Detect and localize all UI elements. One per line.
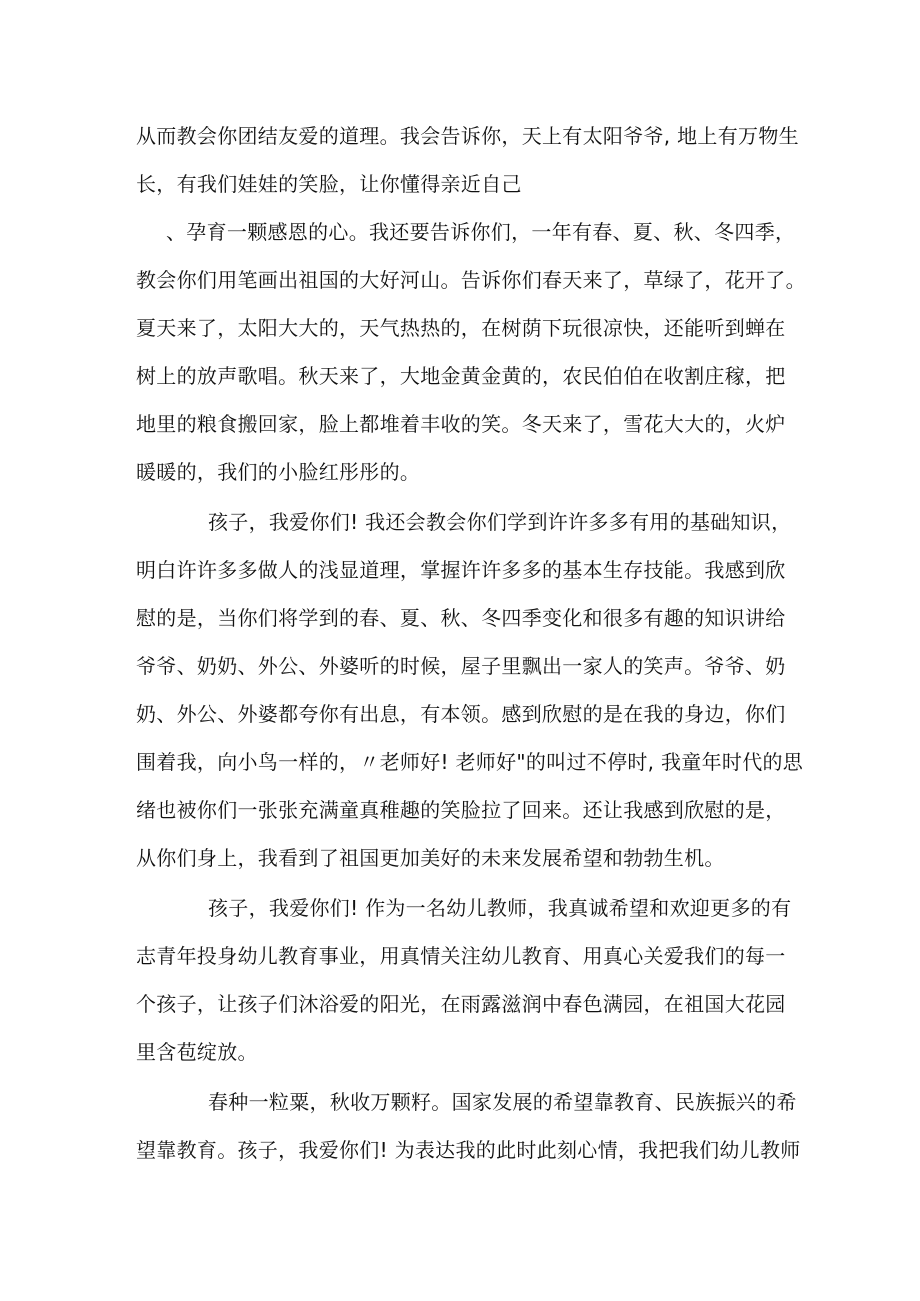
text-line: 树上的放声歌唱。秋天来了，大地金黄金黄的，农民伯伯在收割庄稼，把 <box>136 364 786 388</box>
text-line: 、孕育一颗感恩的心。我还要告诉你们，一年有春、夏、秋、冬四季， <box>166 220 796 244</box>
text-line: 望靠教育。孩子，我爱你们! 为表达我的此时此刻心情，我把我们幼儿教师 <box>136 1138 801 1162</box>
text-line: 孩子，我爱你们! 作为一名幼儿教师，我真诚希望和欢迎更多的有 <box>208 896 792 920</box>
text-line: 孩子，我爱你们! 我还会教会你们学到许许多多有用的基础知识， <box>208 510 792 534</box>
text-line: 里含苞绽放。 <box>136 1040 258 1064</box>
text-line: 夏天来了，太阳大大的，天气热热的，在树荫下玩很凉快，还能听到蝉在 <box>136 316 786 340</box>
text-line: 志青年投身幼儿教育事业，用真情关注幼儿教育、用真心关爱我们的每一 <box>136 944 786 968</box>
text-line: 从而教会你团结友爱的道理。我会告诉你，天上有太阳爷爷, 地上有万物生 <box>136 124 799 148</box>
text-line: 绪也被你们一张张充满童真稚趣的笑脸拉了回来。还让我感到欣慰的是， <box>136 798 786 822</box>
text-line: 教会你们用笔画出祖国的大好河山。告诉你们春天来了，草绿了，花开了。 <box>136 268 806 292</box>
text-line: 慰的是，当你们将学到的春、夏、秋、冬四季变化和很多有趣的知识讲给 <box>136 606 786 630</box>
text-line: 春种一粒粟，秋收万颗籽。国家发展的希望靠教育、民族振兴的希 <box>208 1090 797 1114</box>
text-line: 爷爷、奶奶、外公、外婆听的时候，屋子里飘出一家人的笑声。爷爷、奶 <box>136 654 786 678</box>
text-line: 个孩子，让孩子们沐浴爱的阳光，在雨露滋润中春色满园，在祖国大花园 <box>136 992 786 1016</box>
text-line: 明白许许多多做人的浅显道理，掌握许许多多的基本生存技能。我感到欣 <box>136 558 786 582</box>
text-line: 围着我，向小鸟一样的，〃老师好! 老师好"的叫过不停时, 我童年时代的思 <box>136 750 804 774</box>
text-line: 从你们身上，我看到了祖国更加美好的未来发展希望和勃勃生机。 <box>136 846 725 870</box>
text-line: 长，有我们娃娃的笑脸，让你懂得亲近自己 <box>136 172 522 196</box>
text-line: 地里的粮食搬回家，脸上都堆着丰收的笑。冬天来了，雪花大大的，火炉 <box>136 412 786 436</box>
text-line: 暖暖的，我们的小脸红彤彤的。 <box>136 460 421 484</box>
text-line: 奶、外公、外婆都夸你有出息，有本领。感到欣慰的是在我的身边，你们 <box>136 702 786 726</box>
